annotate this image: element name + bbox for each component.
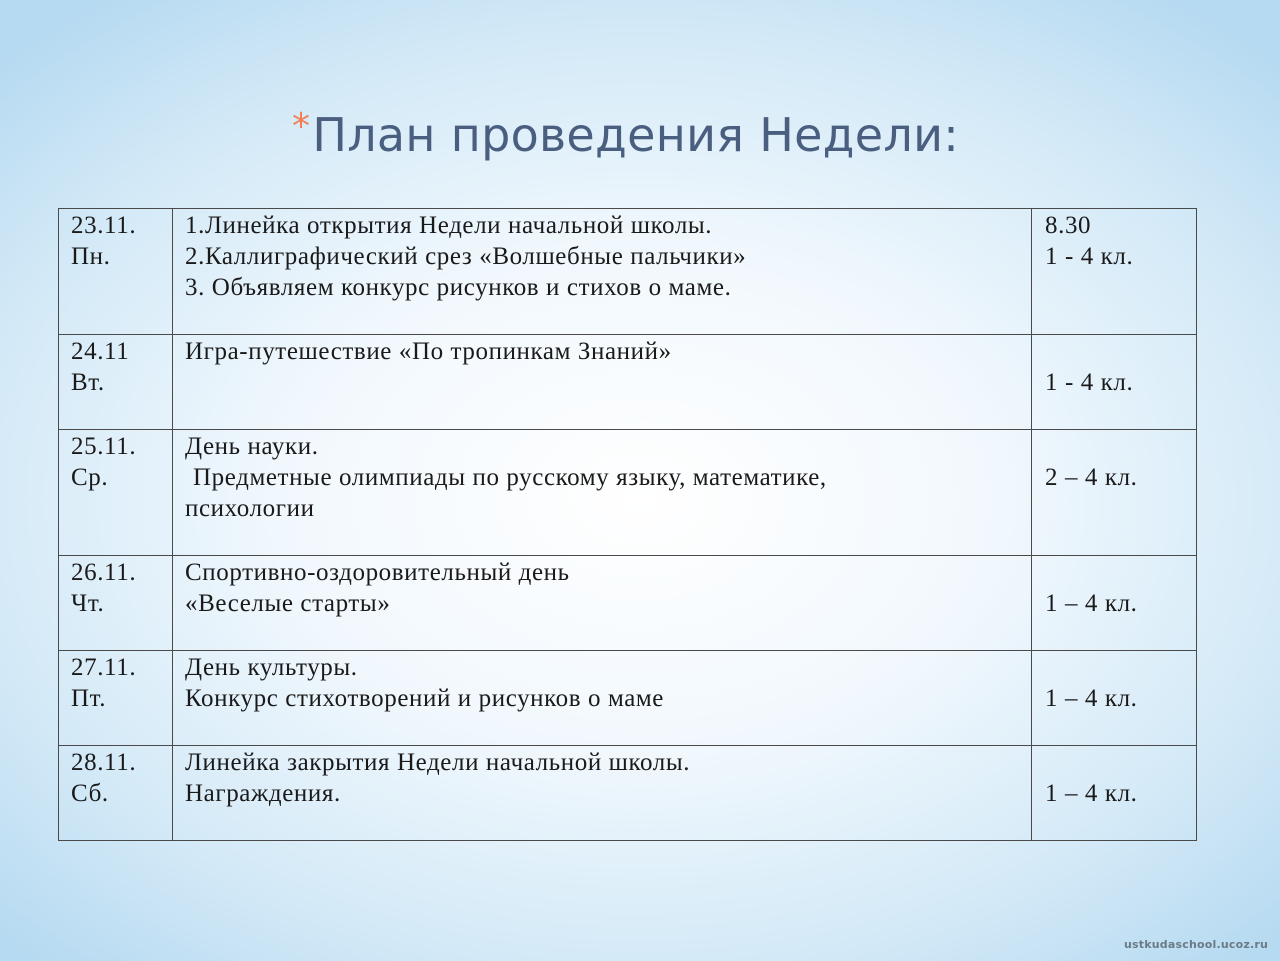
event-line: Линейка закрытия Недели начальной школы. — [185, 749, 691, 776]
grade-cell — [1032, 335, 1197, 430]
grade-range: 1 - 4 кл. — [1045, 369, 1134, 396]
date-cell — [59, 651, 173, 746]
date-cell — [59, 746, 173, 841]
event-cell — [173, 430, 1032, 556]
weekday: Пн. — [71, 243, 111, 270]
table-row — [59, 556, 1197, 651]
event-line: 2.Каллиграфический срез «Волшебные пальчики» — [185, 243, 747, 270]
event-line: Награждения. — [185, 780, 341, 807]
event-line: Спортивно-оздоровительный день — [185, 559, 570, 586]
table-row — [59, 209, 1197, 335]
table-row — [59, 746, 1197, 841]
date-cell — [59, 556, 173, 651]
event-line: Предметные олимпиады по русскому языку, математике, — [193, 464, 827, 491]
grade-cell — [1032, 430, 1197, 556]
event-line: Игра-путешествие «По тропинкам Знаний» — [185, 338, 672, 365]
title-text: План проведения Недели: — [312, 108, 960, 162]
event-cell — [173, 651, 1032, 746]
grade-range: 1 – 4 кл. — [1045, 685, 1138, 712]
grade-range: 1 - 4 кл. — [1045, 243, 1134, 270]
source-watermark: ustkudaschool.ucoz.ru — [1124, 938, 1268, 951]
weekday: Сб. — [71, 780, 109, 807]
event-line: Конкурс стихотворений и рисунков о маме — [185, 685, 665, 712]
event-cell — [173, 746, 1032, 841]
grade-range: 1 – 4 кл. — [1045, 780, 1138, 807]
date-cell — [59, 209, 173, 335]
date-cell — [59, 335, 173, 430]
date: 27.11. — [71, 654, 137, 681]
event-line: День науки. — [185, 433, 319, 460]
title-bullet-asterisk: * — [292, 106, 311, 147]
grade-cell — [1032, 556, 1197, 651]
event-cell — [173, 335, 1032, 430]
event-cell — [173, 209, 1032, 335]
time: 8.30 — [1045, 212, 1092, 239]
event-line: День культуры. — [185, 654, 358, 681]
table-row — [59, 651, 1197, 746]
date: 28.11. — [71, 749, 137, 776]
date: 24.11 — [71, 338, 130, 365]
date-cell — [59, 430, 173, 556]
grade-range: 2 – 4 кл. — [1045, 464, 1138, 491]
date: 23.11. — [71, 212, 137, 239]
grade-cell — [1032, 651, 1197, 746]
date: 25.11. — [71, 433, 137, 460]
weekday: Вт. — [71, 369, 105, 396]
event-line: 1.Линейка открытия Недели начальной школы. — [185, 212, 713, 239]
week-plan-table — [58, 208, 1197, 841]
event-cell — [173, 556, 1032, 651]
table-row — [59, 430, 1197, 556]
weekday: Ср. — [71, 464, 109, 491]
grade-range: 1 – 4 кл. — [1045, 590, 1138, 617]
weekday: Пт. — [71, 685, 107, 712]
slide-title — [292, 108, 959, 162]
event-line: психологии — [185, 495, 315, 522]
table-row — [59, 335, 1197, 430]
event-line: 3. Объявляем конкурс рисунков и стихов о маме. — [185, 274, 732, 301]
grade-cell — [1032, 746, 1197, 841]
event-line: «Веселые старты» — [185, 590, 391, 617]
date: 26.11. — [71, 559, 137, 586]
grade-cell — [1032, 209, 1197, 335]
weekday: Чт. — [71, 590, 105, 617]
